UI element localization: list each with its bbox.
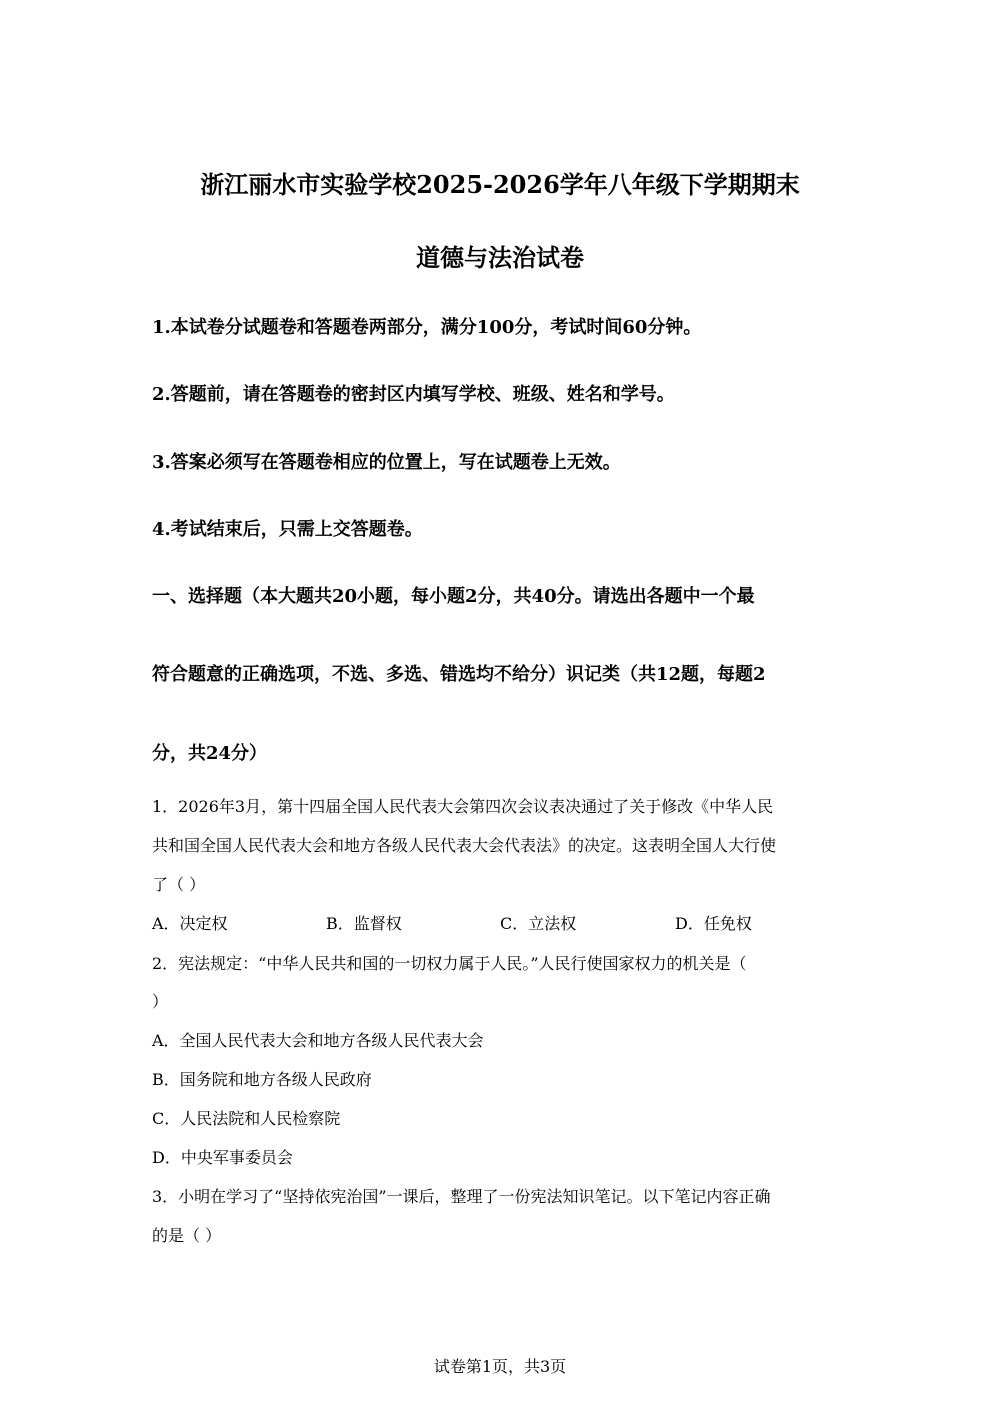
- question-1-stem-line-1: 1．2026年3月，第十四届全国人民代表大会第四次会议表决通过了关于修改《中华人民: [152, 797, 774, 816]
- instruction-4: 4.考试结束后，只需上交答题卷。: [152, 519, 423, 540]
- question-3-stem-line-1: 3．小明在学习了“坚持依宪治国”一课后，整理了一份宪法知识笔记。以下笔记内容正确: [152, 1187, 771, 1206]
- instruction-3: 3.答案必须写在答题卷相应的位置上，写在试题卷上无效。: [152, 452, 621, 473]
- question-2-stem-line-2: ）: [152, 992, 169, 1011]
- section-heading-line-2: 符合题意的正确选项，不选、多选、错选均不给分）识记类（共12题，每题2: [152, 664, 766, 685]
- instruction-1: 1.本试卷分试题卷和答题卷两部分，满分100分，考试时间60分钟。: [152, 317, 702, 338]
- question-2-stem-line-1: 2．宪法规定：“中华人民共和国的一切权力属于人民。”人民行使国家权力的机关是（: [152, 954, 747, 973]
- section-heading-line-1: 一、选择题（本大题共20小题，每小题2分，共40分。请选出各题中一个最: [152, 586, 755, 607]
- question-1-option-c: C．立法权: [500, 914, 577, 933]
- question-1-stem-line-3: 了（ ）: [152, 875, 206, 894]
- section-heading-line-3: 分，共24分）: [152, 743, 268, 764]
- question-2-option-b: B．国务院和地方各级人民政府: [152, 1070, 372, 1089]
- question-1-option-d: D．任免权: [675, 914, 752, 933]
- question-1-option-a: A．决定权: [152, 914, 228, 933]
- question-2-option-c: C．人民法院和人民检察院: [152, 1109, 341, 1128]
- question-2-option-a: A．全国人民代表大会和地方各级人民代表大会: [152, 1031, 484, 1050]
- exam-title-line-1: 浙江丽水市实验学校2025-2026学年八年级下学期期末: [200, 170, 800, 199]
- question-1-option-b: B．监督权: [326, 914, 402, 933]
- exam-title-line-2: 道德与法治试卷: [416, 243, 584, 272]
- page-footer: 试卷第1页，共3页: [433, 1357, 567, 1376]
- question-1-stem-line-2: 共和国全国人民代表大会和地方各级人民代表大会代表法》的决定。这表明全国人大行使: [152, 836, 777, 855]
- question-2-option-d: D．中央军事委员会: [152, 1148, 293, 1167]
- question-3-stem-line-2: 的是（ ）: [152, 1226, 222, 1245]
- instruction-2: 2.答题前，请在答题卷的密封区内填写学校、班级、姓名和学号。: [152, 384, 675, 405]
